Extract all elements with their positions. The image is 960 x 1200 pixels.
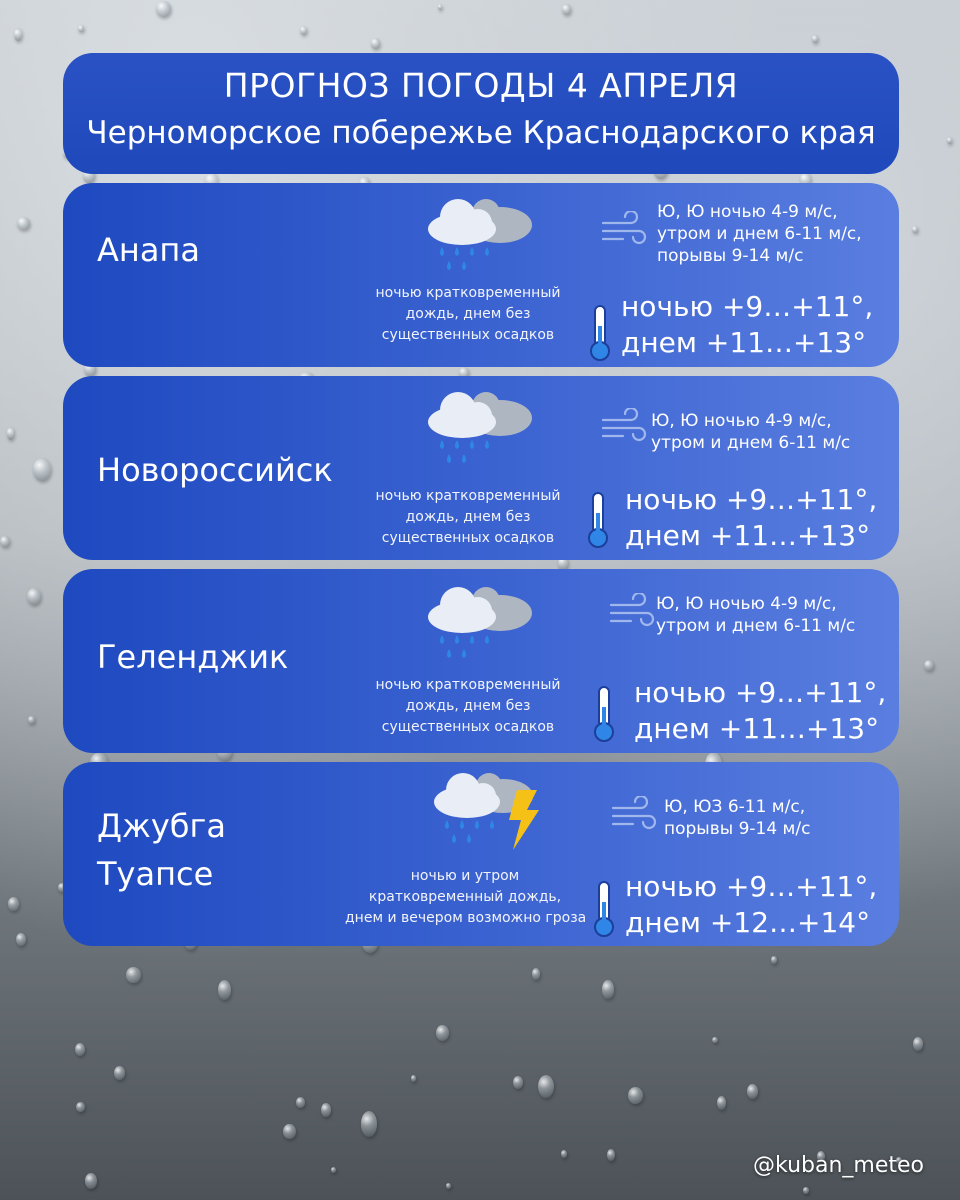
- city-name-line: Анапа: [97, 231, 200, 269]
- temperature-line: днем +11…+13°: [625, 519, 871, 552]
- raindrop: [76, 1102, 85, 1113]
- raindrop: [411, 1075, 417, 1082]
- wind-icon: [611, 796, 659, 834]
- city-card-dzhubga-tuapse: [63, 762, 899, 946]
- raindrop: [27, 588, 41, 605]
- wind-line: утром и днем 6-11 м/с,: [657, 224, 862, 244]
- raindrop: [607, 1149, 615, 1161]
- city-name: [97, 802, 226, 898]
- header-banner: [63, 53, 899, 174]
- wind-icon: [609, 593, 657, 631]
- wind-info: [656, 593, 855, 637]
- raindrop: [446, 1183, 451, 1189]
- weather-description: [368, 283, 568, 346]
- description-line: дождь, днем без: [405, 306, 531, 322]
- raindrop: [803, 1187, 809, 1193]
- raindrop: [912, 226, 918, 233]
- city-name: [97, 226, 200, 274]
- raindrop: [628, 1087, 643, 1105]
- raindrop: [561, 1150, 567, 1158]
- description-line: существенных осадков: [381, 327, 555, 343]
- city-name-line: Геленджик: [97, 638, 289, 676]
- wind-line: утром и днем 6-11 м/с: [651, 433, 851, 453]
- wind-line: утром и днем 6-11 м/с: [656, 616, 856, 636]
- thermometer-icon: [591, 880, 617, 938]
- raindrop: [771, 956, 777, 965]
- description-line: ночью кратковременный: [375, 285, 561, 301]
- city-card-novorossiysk: [63, 376, 899, 560]
- cloud-thunder-rain-icon: [427, 770, 547, 852]
- wind-info: [657, 201, 862, 267]
- raindrop: [296, 1097, 305, 1108]
- raindrop: [0, 536, 10, 547]
- city-name-line: Туапсе: [97, 855, 214, 893]
- description-line: кратковременный дождь,: [368, 889, 562, 905]
- raindrop: [717, 1096, 726, 1110]
- temperature-info: [625, 869, 877, 941]
- temperature-info: [634, 675, 886, 747]
- wind-icon: [601, 408, 649, 446]
- temperature-line: ночью +9…+11°,: [634, 676, 887, 709]
- raindrop: [321, 1103, 331, 1118]
- raindrop: [218, 980, 231, 1000]
- raindrop: [126, 967, 140, 983]
- raindrop: [747, 1084, 758, 1100]
- wind-info: [651, 410, 850, 454]
- temperature-line: ночью +9…+11°,: [625, 870, 878, 903]
- raindrop: [17, 217, 30, 230]
- raindrop: [712, 1037, 718, 1043]
- raindrop: [924, 660, 934, 671]
- cloud-rain-icon: [420, 583, 540, 665]
- temperature-line: днем +11…+13°: [621, 326, 867, 359]
- temperature-line: днем +11…+13°: [634, 712, 880, 745]
- raindrop: [513, 1076, 523, 1089]
- raindrop: [436, 1025, 449, 1041]
- description-line: существенных осадков: [381, 719, 555, 735]
- raindrop: [331, 1167, 336, 1173]
- temperature-info: [625, 482, 877, 554]
- thermometer-icon: [587, 304, 613, 362]
- raindrop: [438, 4, 442, 9]
- description-line: дождь, днем без: [405, 509, 531, 525]
- city-card-anapa: [63, 183, 899, 367]
- raindrop: [7, 427, 15, 439]
- raindrop: [300, 26, 307, 35]
- raindrop: [156, 1, 171, 17]
- raindrop: [538, 1075, 554, 1098]
- city-card-gelendzhik: [63, 569, 899, 753]
- temperature-line: днем +12…+14°: [625, 906, 871, 939]
- temperature-info: [621, 289, 873, 361]
- author-handle: @kuban_meteo: [753, 1153, 924, 1178]
- wind-line: порывы 9-14 м/с: [657, 246, 804, 266]
- city-name-line: Новороссийск: [97, 451, 333, 489]
- thermometer-icon: [585, 491, 611, 549]
- raindrop: [75, 1043, 85, 1056]
- raindrop: [602, 980, 614, 999]
- weather-description: [345, 866, 585, 929]
- description-line: ночью кратковременный: [375, 488, 561, 504]
- wind-icon: [601, 211, 649, 249]
- description-line: существенных осадков: [381, 530, 555, 546]
- wind-line: Ю, Ю ночью 4-9 м/с,: [656, 594, 837, 614]
- city-name: [97, 446, 333, 494]
- cloud-rain-icon: [420, 195, 540, 277]
- raindrop: [371, 38, 381, 49]
- temperature-line: ночью +9…+11°,: [625, 483, 878, 516]
- cloud-rain-icon: [420, 388, 540, 470]
- weather-description: [368, 486, 568, 549]
- raindrop: [562, 4, 572, 15]
- wind-line: Ю, Ю ночью 4-9 м/с,: [657, 202, 838, 222]
- raindrop: [947, 137, 952, 144]
- wind-line: Ю, ЮЗ 6-11 м/с,: [664, 797, 806, 817]
- weather-description: [368, 675, 568, 738]
- raindrop: [28, 716, 35, 724]
- city-name-line: Джубга: [97, 807, 226, 845]
- raindrop: [8, 897, 19, 910]
- wind-info: [664, 796, 810, 840]
- description-line: ночью кратковременный: [375, 677, 561, 693]
- raindrop: [114, 1066, 125, 1080]
- temperature-line: ночью +9…+11°,: [621, 290, 874, 323]
- raindrop: [361, 1111, 377, 1137]
- raindrop: [33, 458, 50, 481]
- raindrop: [16, 933, 26, 947]
- forecast-title: ПРОГНОЗ ПОГОДЫ 4 АПРЕЛЯ: [223, 66, 739, 105]
- region-subtitle: Черноморское побережье Краснодарского края: [86, 115, 876, 151]
- raindrop: [14, 28, 22, 41]
- description-line: днем и вечером возможно гроза: [345, 910, 587, 926]
- wind-line: Ю, Ю ночью 4-9 м/с,: [651, 411, 832, 431]
- raindrop: [85, 1173, 97, 1188]
- description-line: дождь, днем без: [405, 698, 531, 714]
- wind-line: порывы 9-14 м/с: [664, 819, 811, 839]
- thermometer-icon: [591, 685, 617, 743]
- city-name: [97, 633, 288, 681]
- description-line: ночью и утром: [410, 868, 520, 884]
- raindrop: [913, 1037, 923, 1051]
- raindrop: [283, 1124, 296, 1140]
- raindrop: [532, 968, 541, 981]
- raindrop: [812, 35, 818, 43]
- raindrop: [78, 25, 84, 32]
